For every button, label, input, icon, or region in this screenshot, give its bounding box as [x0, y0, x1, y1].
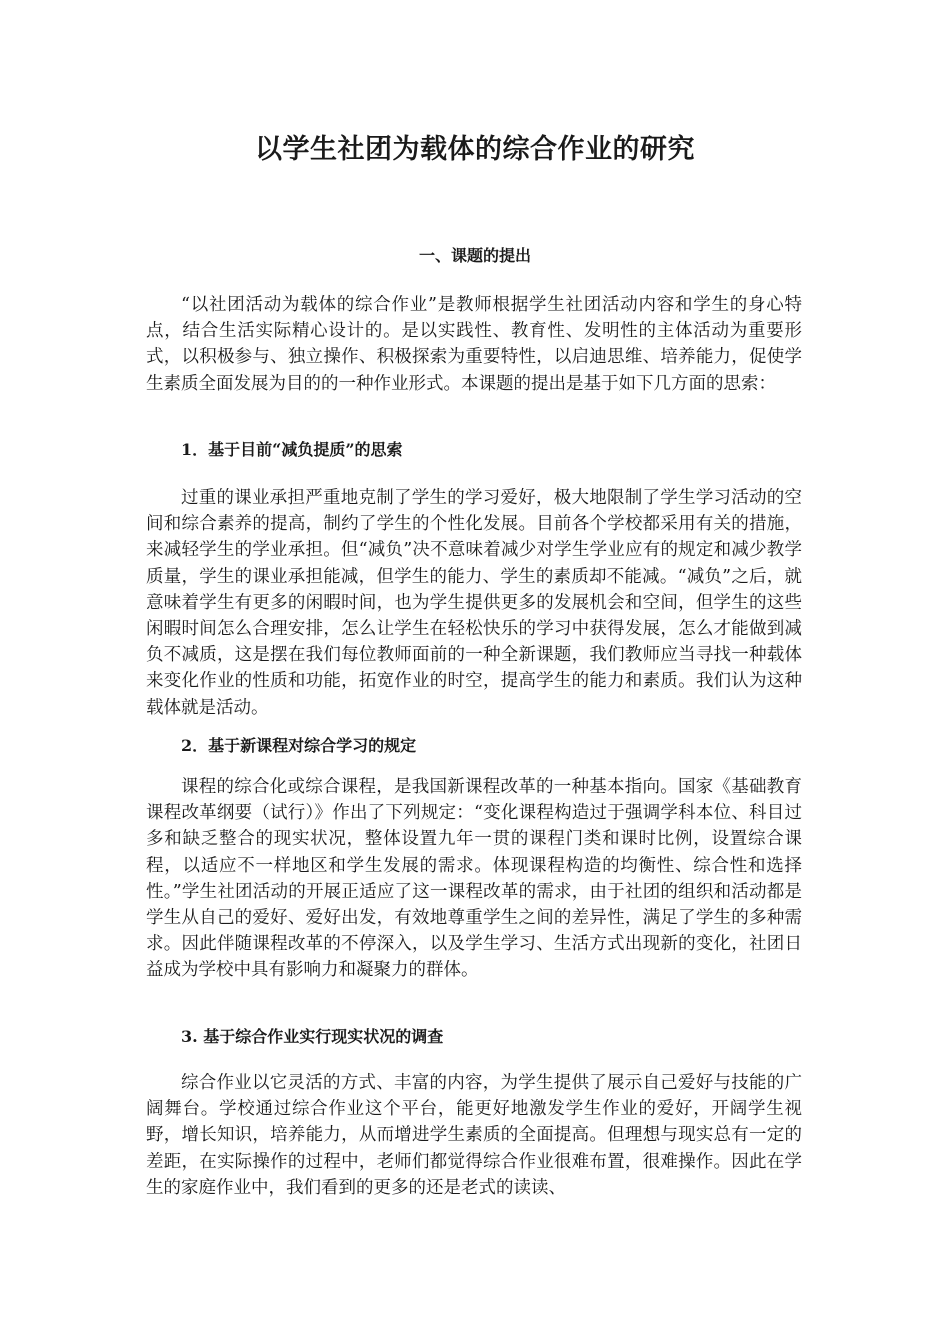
subheading-2: 2．基于新课程对综合学习的规定 — [181, 736, 417, 755]
paragraph-3: 综合作业以它灵活的方式、丰富的内容，为学生提供了展示自己爱好与技能的广阔舞台。学校通过综合作业这个平台，能更好地激发学生作业的爱好，开阔学生视野，增长知识，培养能力，从而增进学生素质的全面提高。但理想与现实总有一定的差距，在实际操作的过程中，老师们都觉得综合作业很难布置，很难操作。因此在学生的家庭作业中，我们看到的更多的还是老式的读读、 — [146, 1073, 802, 1198]
subheading-3: 3. 基于综合作业实行现实状况的调查 — [181, 1027, 444, 1046]
section-heading: 一、课题的提出 — [418, 246, 531, 265]
intro-paragraph: “以社团活动为载体的综合作业”是教师根据学生社团活动内容和学生的身心特点，结合生活实际精心设计的。是以实践性、教育性、发明性的主体活动为重要形式，以积极参与、独立操作、积极探索为重要特性，以启迪思维、培养能力，促使学生素质全面发展为目的的一种作业形式。本课题的提出是基于如下几方面的思索： — [146, 295, 802, 394]
paragraph-1: 过重的课业承担严重地克制了学生的学习爱好，极大地限制了学生学习活动的空间和综合素养的提高，制约了学生的个性化发展。目前各个学校都采用有关的措施，来减轻学生的学业承担。但“减负”决不意味着减少对学生学业应有的规定和减少教学质量，学生的课业承担能减，但学生的能力、学生的素质却不能减。“减负”之后，就意味着学生有更多的闲暇时间，也为学生提供更多的发展机会和空间，但学生的这些闲暇时间怎么合理安排，怎么让学生在轻松快乐的学习中获得发展，怎么才能做到减负不减质，这是摆在我们每位教师面前的一种全新课题，我们教师应当寻找一种载体来变化作业的性质和功能，拓宽作业的时空，提高学生的能力和素质。我们认为这种载体就是活动。 — [146, 488, 802, 718]
paragraph-2: 课程的综合化或综合课程，是我国新课程改革的一种基本指向。国家《基础教育课程改革纲要（试行）》作出了下列规定：“变化课程构造过于强调学科本位、科目过多和缺乏整合的现实状况，整体设置九年一贯的课程门类和课时比例，设置综合课程，以适应不一样地区和学生发展的需求。体现课程构造的均衡性、综合性和选择性。”学生社团活动的开展正适应了这一课程改革的需求，由于社团的组织和活动都是学生从自己的爱好、爱好出发，有效地尊重学生之间的差异性，满足了学生的多种需求。因此伴随课程改革的不停深入，以及学生学习、生活方式出现新的变化，社团日益成为学校中具有影响力和凝聚力的群体。 — [146, 777, 802, 981]
subheading-1: 1．基于目前“减负提质”的思索 — [181, 440, 403, 459]
document-title: 以学生社团为载体的综合作业的研究 — [255, 134, 695, 165]
